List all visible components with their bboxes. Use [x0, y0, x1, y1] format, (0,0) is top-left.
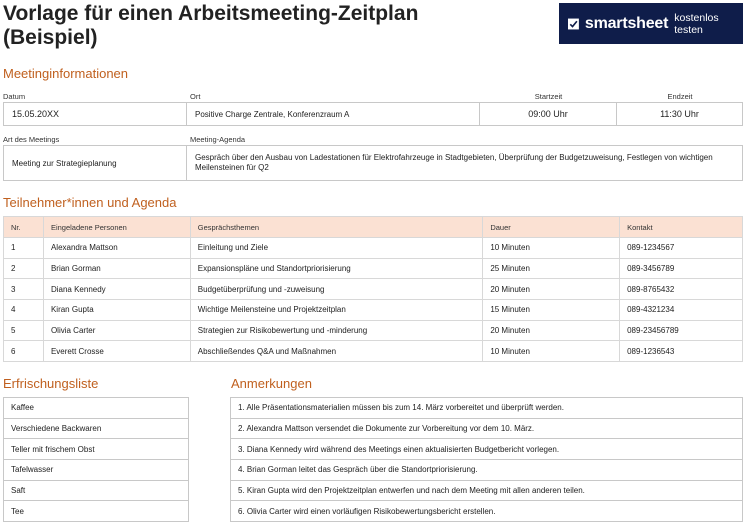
cell-duration[interactable]: 20 Minuten — [483, 279, 620, 300]
smartsheet-trial-button[interactable] — [559, 3, 743, 44]
page-title — [3, 2, 543, 50]
cell-duration[interactable]: 25 Minuten — [483, 258, 620, 279]
cell-topic[interactable]: Wichtige Meilensteine und Projektzeitplan — [190, 300, 483, 321]
place-field[interactable]: Positive Charge Zentrale, Konferenzraum A — [187, 102, 480, 126]
date-label: Datum — [3, 92, 26, 101]
list-item[interactable]: Tee — [3, 501, 189, 522]
cell-topic[interactable]: Einleitung und Ziele — [190, 238, 483, 259]
column-header: Eingeladene Personen — [43, 217, 190, 238]
table-row — [4, 320, 743, 341]
brand-cta: kostenlos testen — [674, 11, 719, 36]
meeting-type-label: Art des Meetings — [3, 135, 60, 144]
cell-contact[interactable]: 089-3456789 — [620, 258, 743, 279]
column-header: Nr. — [4, 217, 44, 238]
cell-topic[interactable]: Expansionspläne und Standortpriorisierung — [190, 258, 483, 279]
table-row — [4, 279, 743, 300]
participants-section-title: Teilnehmer*innen und Agenda — [3, 195, 177, 210]
notes-section-title: Anmerkungen — [231, 376, 312, 391]
meeting-section-title: Meetinginformationen — [3, 66, 129, 81]
table-row — [4, 300, 743, 321]
cell-contact[interactable]: 089-1234567 — [620, 238, 743, 259]
agenda-field[interactable]: Gespräch über den Ausbau von Ladestationen für Elektrofahrzeuge in Stadtgebieten, Überprüfung der Budgetzuweisung, Festlegen von wichtigen Meilensteinen für Q2 — [187, 145, 743, 181]
meeting-type-field[interactable]: Meeting zur Strategieplanung — [3, 145, 187, 181]
column-header: Kontakt — [620, 217, 743, 238]
cell-number[interactable]: 4 — [4, 300, 44, 321]
note-item[interactable]: 6. Olivia Carter wird einen vorläufigen Risikobewertungsbericht erstellen. — [230, 501, 743, 522]
table-header-row — [4, 217, 743, 238]
checkmark-icon — [568, 18, 579, 30]
place-label: Ort — [190, 92, 201, 101]
cell-person[interactable]: Diana Kennedy — [43, 279, 190, 300]
list-item[interactable]: Verschiedene Backwaren — [3, 419, 189, 440]
end-label: Endzeit — [667, 92, 693, 101]
cell-number[interactable]: 1 — [4, 238, 44, 259]
cell-topic[interactable]: Strategien zur Risikobewertung und -minderung — [190, 320, 483, 341]
refreshments-list — [3, 397, 189, 522]
agenda-label: Meeting-Agenda — [190, 135, 246, 144]
cell-duration[interactable]: 20 Minuten — [483, 320, 620, 341]
cell-person[interactable]: Olivia Carter — [43, 320, 190, 341]
cell-number[interactable]: 6 — [4, 341, 44, 362]
note-item[interactable]: 3. Diana Kennedy wird während des Meetings einen aktualisierten Budgetbericht vorlegen. — [230, 439, 743, 460]
end-time-field[interactable]: 11:30 Uhr — [617, 102, 743, 126]
column-header: Dauer — [483, 217, 620, 238]
cell-contact[interactable]: 089-8765432 — [620, 279, 743, 300]
refreshments-section-title: Erfrischungsliste — [3, 376, 99, 391]
note-item[interactable]: 2. Alexandra Mattson versendet die Dokumente zur Vorbereitung vor dem 10. März. — [230, 419, 743, 440]
cell-topic[interactable]: Abschließendes Q&A und Maßnahmen — [190, 341, 483, 362]
cell-person[interactable]: Everett Crosse — [43, 341, 190, 362]
cell-duration[interactable]: 10 Minuten — [483, 341, 620, 362]
brand-logo-text: smartsheet — [584, 14, 669, 32]
column-header: Gesprächsthemen — [190, 217, 483, 238]
cell-contact[interactable]: 089-23456789 — [620, 320, 743, 341]
cell-person[interactable]: Kiran Gupta — [43, 300, 190, 321]
cell-contact[interactable]: 089-1236543 — [620, 341, 743, 362]
list-item[interactable]: Saft — [3, 481, 189, 502]
list-item[interactable]: Tafelwasser — [3, 460, 189, 481]
table-row — [4, 258, 743, 279]
table-row — [4, 238, 743, 259]
notes-list — [230, 397, 743, 522]
cell-number[interactable]: 5 — [4, 320, 44, 341]
start-time-field[interactable]: 09:00 Uhr — [480, 102, 617, 126]
list-item[interactable]: Kaffee — [3, 398, 189, 419]
page-title-line2: (Beispiel) — [3, 26, 98, 49]
cell-person[interactable]: Alexandra Mattson — [43, 238, 190, 259]
cell-number[interactable]: 2 — [4, 258, 44, 279]
agenda-table — [3, 216, 743, 362]
list-item[interactable]: Teller mit frischem Obst — [3, 439, 189, 460]
cell-contact[interactable]: 089-4321234 — [620, 300, 743, 321]
start-label: Startzeit — [534, 92, 563, 101]
cell-duration[interactable]: 10 Minuten — [483, 238, 620, 259]
cell-person[interactable]: Brian Gorman — [43, 258, 190, 279]
note-item[interactable]: 1. Alle Präsentationsmaterialien müssen bis zum 14. März vorbereitet und überprüft werden. — [230, 398, 743, 419]
cell-duration[interactable]: 15 Minuten — [483, 300, 620, 321]
cell-topic[interactable]: Budgetüberprüfung und -zuweisung — [190, 279, 483, 300]
note-item[interactable]: 4. Brian Gorman leitet das Gespräch über die Standortpriorisierung. — [230, 460, 743, 481]
date-field[interactable]: 15.05.20XX — [3, 102, 187, 126]
page-title-line1: Vorlage für einen Arbeitsmeeting-Zeitplan — [3, 2, 419, 25]
note-item[interactable]: 5. Kiran Gupta wird den Projektzeitplan entwerfen und nach dem Meeting mit allen anderen teilen. — [230, 481, 743, 502]
table-row — [4, 341, 743, 362]
cell-number[interactable]: 3 — [4, 279, 44, 300]
